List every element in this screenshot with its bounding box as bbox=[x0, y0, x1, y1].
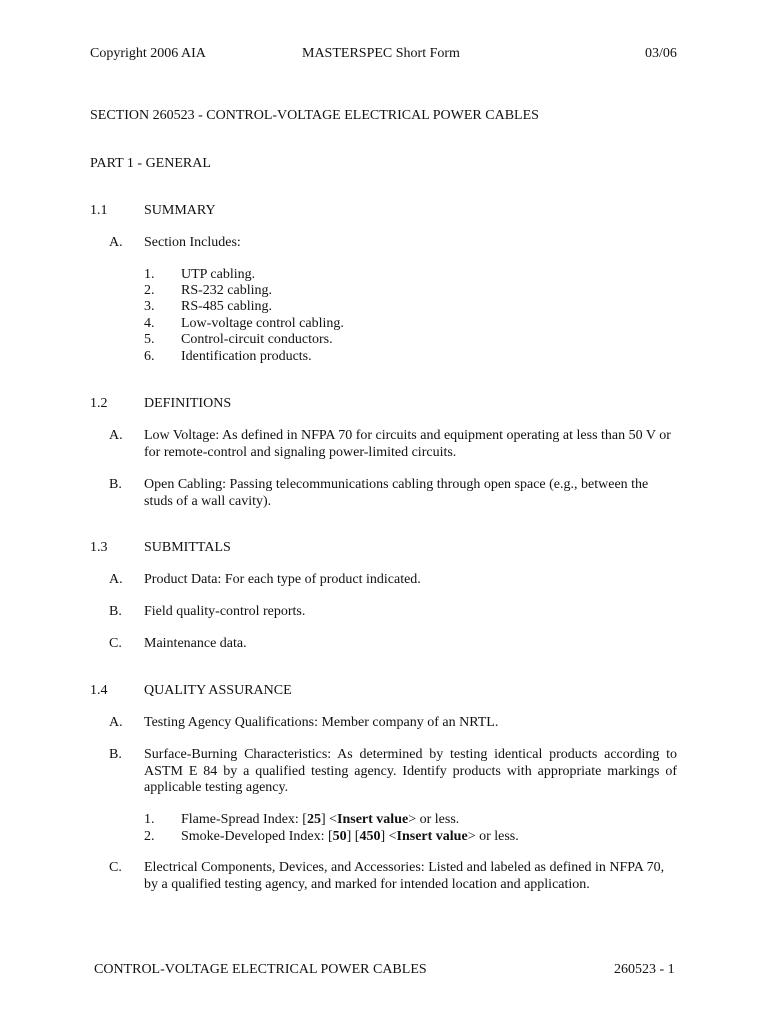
list-item-text: Smoke-Developed Index: [50] [450] <Insert value> or less. bbox=[181, 829, 519, 844]
paragraph-text: Product Data: For each type of product indicated. bbox=[144, 572, 421, 587]
article-title: DEFINITIONS bbox=[144, 396, 232, 411]
article-number: 1.4 bbox=[90, 683, 108, 698]
paragraph-text: Surface-Burning Characteristics: As determined by testing identical products according to ASTM E 84 by a qualified testing agency. Identify products with appropriate markings of applicable testing agency. bbox=[144, 747, 677, 795]
paragraph-label: B. bbox=[109, 477, 122, 492]
article-title: QUALITY ASSURANCE bbox=[144, 683, 292, 698]
paragraph-text: Section Includes: bbox=[144, 235, 241, 250]
footer-section-title: CONTROL-VOLTAGE ELECTRICAL POWER CABLES bbox=[94, 962, 427, 977]
article-number: 1.1 bbox=[90, 203, 108, 218]
list-item-number: 1. bbox=[144, 267, 155, 282]
header-date: 03/06 bbox=[645, 46, 677, 61]
article-number: 1.2 bbox=[90, 396, 108, 411]
paragraph-label: B. bbox=[109, 747, 122, 762]
list-item-number: 6. bbox=[144, 349, 155, 364]
list-item-text: Flame-Spread Index: [25] <Insert value> or less. bbox=[181, 812, 460, 827]
article-number: 1.3 bbox=[90, 540, 108, 555]
list-item-text: RS-485 cabling. bbox=[181, 299, 272, 314]
header-masterspec: MASTERSPEC Short Form bbox=[302, 46, 460, 61]
part-title: PART 1 - GENERAL bbox=[90, 156, 211, 171]
paragraph-text: Testing Agency Qualifications: Member company of an NRTL. bbox=[144, 715, 499, 730]
paragraph-text: Field quality-control reports. bbox=[144, 604, 306, 619]
paragraph-label: C. bbox=[109, 636, 122, 651]
paragraph-text: Electrical Components, Devices, and Accessories: Listed and labeled as defined in NFPA 70, by a qualified testing agency, and marked for intended location and application. bbox=[144, 860, 665, 892]
list-item-number: 4. bbox=[144, 316, 155, 331]
article-title: SUMMARY bbox=[144, 203, 216, 218]
list-item-number: 2. bbox=[144, 283, 155, 298]
list-item-text: Low-voltage control cabling. bbox=[181, 316, 344, 331]
list-item-text: UTP cabling. bbox=[181, 267, 256, 282]
paragraph-label: C. bbox=[109, 860, 122, 875]
list-item-number: 2. bbox=[144, 829, 155, 844]
paragraph-label: A. bbox=[109, 572, 123, 587]
paragraph-text: Maintenance data. bbox=[144, 636, 247, 651]
list-item-number: 1. bbox=[144, 812, 155, 827]
footer-page-number: 260523 - 1 bbox=[614, 962, 675, 977]
article-title: SUBMITTALS bbox=[144, 540, 231, 555]
paragraph-text: Low Voltage: As defined in NFPA 70 for circuits and equipment operating at less than 50 V or for remote-control and signaling power-limited circuits. bbox=[144, 428, 671, 460]
paragraph-label: B. bbox=[109, 604, 122, 619]
list-item-text: Control-circuit conductors. bbox=[181, 332, 333, 347]
paragraph-label: A. bbox=[109, 428, 123, 443]
list-item-text: Identification products. bbox=[181, 349, 312, 364]
paragraph-text: Open Cabling: Passing telecommunications cabling through open space (e.g., between the studs of a wall cavity). bbox=[144, 477, 649, 509]
paragraph-label: A. bbox=[109, 715, 123, 730]
list-item-number: 5. bbox=[144, 332, 155, 347]
list-item-text: RS-232 cabling. bbox=[181, 283, 272, 298]
section-title: SECTION 260523 - CONTROL-VOLTAGE ELECTRICAL POWER CABLES bbox=[90, 108, 539, 123]
list-item-number: 3. bbox=[144, 299, 155, 314]
paragraph-label: A. bbox=[109, 235, 123, 250]
header-copyright: Copyright 2006 AIA bbox=[90, 46, 206, 61]
